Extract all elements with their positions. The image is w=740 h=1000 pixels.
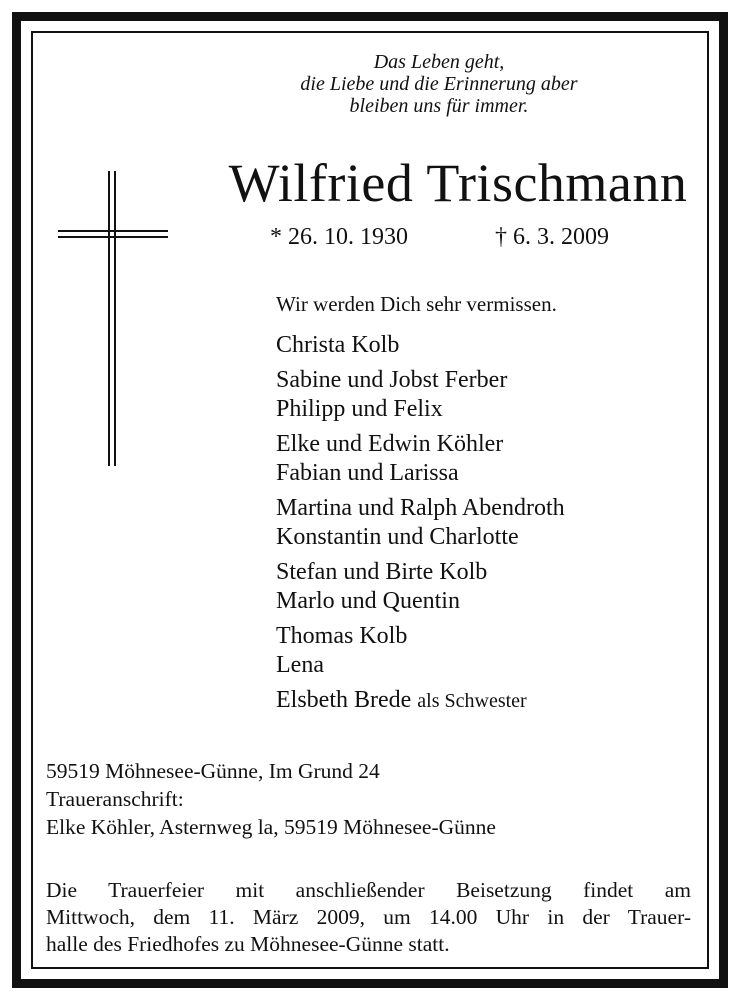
mourner-children: Philipp und Felix — [276, 396, 443, 422]
mourner-group — [276, 494, 716, 552]
mourner-name: Thomas Kolb — [276, 623, 408, 649]
service-line: Die Trauerfeier mit anschließender Beisetzung findet am — [46, 878, 691, 902]
mourning-address-label: Traueranschrift: — [46, 787, 184, 811]
motto — [239, 51, 639, 117]
mourner-children: Fabian und Larissa — [276, 460, 459, 486]
mourner-name: Elke und Edwin Köhler — [276, 431, 504, 457]
motto-line: bleiben uns für immer. — [349, 95, 529, 117]
mourner-relation: als Schwester — [417, 690, 527, 712]
address-block — [46, 757, 496, 841]
mourner-name-line — [276, 686, 716, 716]
christian-cross-icon — [58, 171, 168, 466]
mourner-name: Sabine und Jobst Ferber — [276, 367, 508, 393]
service-line: Mittwoch, dem 11. März 2009, um 14.00 Uhr in der Trauer- — [46, 905, 691, 929]
mourner-group — [276, 366, 716, 424]
mourner-group — [276, 686, 716, 716]
death-date: † 6. 3. 2009 — [495, 224, 609, 250]
mourner-name: Martina und Ralph Abendroth — [276, 495, 565, 521]
mourner-children: Marlo und Quentin — [276, 588, 460, 614]
birth-date: * 26. 10. 1930 — [270, 224, 408, 250]
mourners-list — [276, 331, 716, 722]
mourner-children: Konstantin und Charlotte — [276, 524, 519, 550]
mourner-name: Stefan und Birte Kolb — [276, 559, 488, 585]
mourner-group — [276, 331, 716, 360]
mourning-address: Elke Köhler, Asternweg la, 59519 Möhnesee-Günne — [46, 815, 496, 839]
funeral-service-notice — [46, 877, 691, 958]
tagline: Wir werden Dich sehr vermissen. — [276, 292, 557, 316]
mourner-group — [276, 622, 716, 680]
motto-line: Das Leben geht, — [373, 51, 505, 73]
mourner-group — [276, 558, 716, 616]
home-address: 59519 Möhnesee-Günne, Im Grund 24 — [46, 759, 380, 783]
service-line: halle des Friedhofes zu Möhnesee-Günne statt. — [46, 932, 450, 956]
mourner-name: Elsbeth Brede — [276, 687, 412, 713]
mourner-children: Lena — [276, 652, 324, 678]
obituary-border — [12, 12, 728, 988]
mourner-group — [276, 430, 716, 488]
mourner-name: Christa Kolb — [276, 332, 400, 358]
motto-line: die Liebe und die Erinnerung aber — [300, 73, 578, 95]
deceased-name: Wilfried Trischmann — [228, 153, 688, 213]
